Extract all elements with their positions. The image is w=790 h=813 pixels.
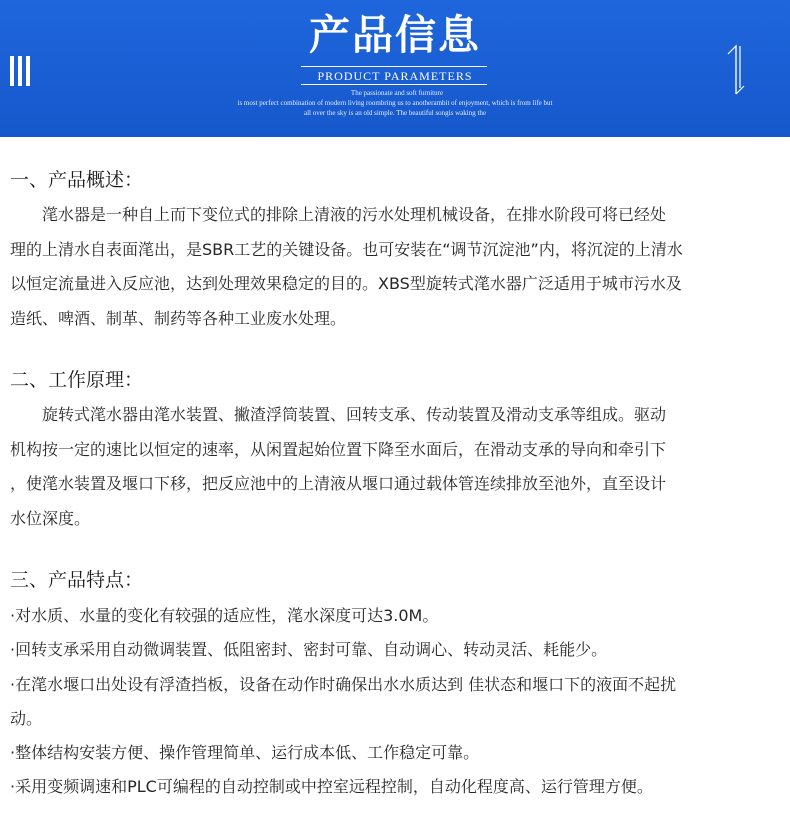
list-item <box>10 668 785 737</box>
banner-tagline-3: all over the sky is an old simple. The beautiful songis waking the <box>303 109 487 117</box>
feature-list <box>10 599 785 805</box>
section-body-overview <box>10 198 780 336</box>
body-line: 造纸、啤酒、制革、制药等各种工业废水处理。 <box>10 308 347 328</box>
list-item <box>10 633 785 667</box>
header-banner <box>0 0 790 137</box>
section-body-principle <box>10 398 780 536</box>
body-line: 水位深度。 <box>10 508 91 528</box>
list-item <box>10 736 785 770</box>
list-item-text: 动。 <box>10 708 43 728</box>
list-item-text: ·对水质、水量的变化有较强的适应性，滗水深度可达3.0M。 <box>10 606 439 625</box>
title-rule-top <box>301 66 487 67</box>
body-line: 滗水器是一种自上而下变位式的排除上清液的污水处理机械设备，在排水阶段可将已经处 <box>10 205 667 224</box>
list-item <box>10 770 785 804</box>
banner-tagline-1: The passionate and soft furniture <box>350 89 444 97</box>
list-item-text: ·回转支承采用自动微调装置、低阻密封、密封可靠、自动调心、转动灵活、耗能少。 <box>10 640 608 660</box>
body-line: 机构按一定的速比以恒定的速率，从闲置起始位置下降至水面后，在滑动支承的导向和牵引下 <box>10 439 667 459</box>
section-title-features: 三、产品特点： <box>10 569 144 591</box>
body-line: 理的上清水自表面滗出，是SBR工艺的关键设备。也可安装在“调节沉淀池”内，将沉淀的上清水 <box>10 239 683 259</box>
banner-tagline-2: is most perfect combination of modern living roombring us to anotherambit of enjoyment, which is from life but <box>237 99 553 107</box>
banner-subtitle: PRODUCT PARAMETERS <box>317 69 473 83</box>
body-line: 以恒定流量进入反应池，达到处理效果稳定的目的。XBS型旋转式滗水器广泛适用于城市污水及 <box>10 274 682 293</box>
list-item-text: ·采用变频调速和PLC可编程的自动控制或中控室远程控制，自动化程度高、运行管理方便。 <box>10 777 653 797</box>
up-down-arrow-icon <box>724 44 748 96</box>
list-item-text: ·整体结构安装方便、操作管理简单、运行成本低、工作稳定可靠。 <box>10 743 480 763</box>
list-item-text: ·在滗水堰口出处设有浮渣挡板，设备在动作时确保出水水质达到 佳状态和堰口下的液面不起扰 <box>10 674 677 694</box>
list-item <box>10 599 785 633</box>
body-line: 旋转式滗水器由滗水装置、撇渣浮筒装置、回转支承、传动装置及滑动支承等组成。驱动 <box>10 405 667 424</box>
section-title-overview: 一、产品概述： <box>10 169 144 191</box>
banner-title: 产品信息 <box>309 11 481 59</box>
title-rule-bottom <box>301 84 487 85</box>
section-title-principle: 二、工作原理： <box>10 369 144 391</box>
body-line: ，使滗水装置及堰口下移，把反应池中的上清液从堰口通过载体管连续排放至池外，直至设计 <box>10 474 667 493</box>
